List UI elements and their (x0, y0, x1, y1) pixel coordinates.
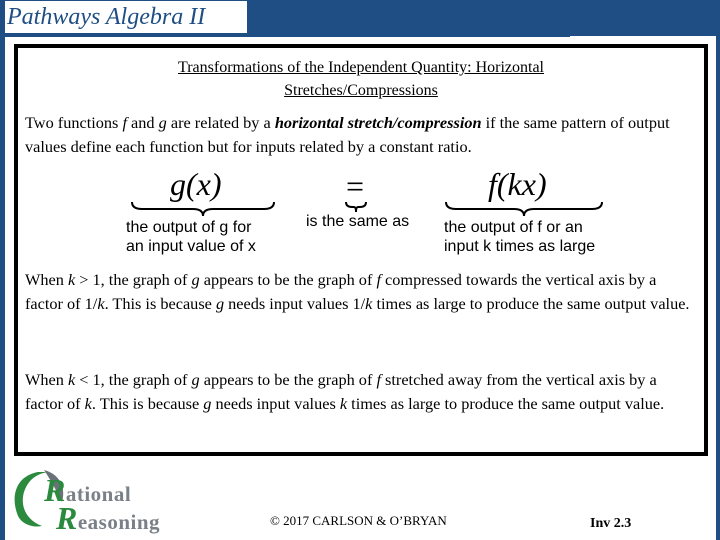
defined-term: horizontal stretch/compression (274, 113, 482, 132)
var-g: g (158, 113, 167, 132)
var-f: f (376, 370, 381, 389)
text-run: Two functions (25, 113, 123, 132)
text-run: < 1, the graph of (75, 370, 192, 389)
right-border-stripe (716, 36, 720, 540)
formula-graphic (18, 166, 704, 266)
text-run: compressed towards the vertical axis by a factor of 1/ (25, 270, 657, 313)
text-run: are related by a (166, 113, 275, 132)
investigation-number: Inv 2.3 (590, 516, 632, 531)
definition-paragraph (25, 111, 697, 159)
text-run: stretched away from the vertical axis by a factor of (25, 370, 657, 413)
left-caption-line1: the output of g for (126, 219, 252, 236)
var-k: k (67, 270, 76, 289)
text-run: . This is because (91, 394, 204, 413)
stretch-paragraph (25, 368, 697, 416)
rational-reasoning-logo (8, 464, 176, 534)
section-title-line2: Stretches/Compressions (284, 82, 438, 99)
logo-rest: ational (65, 482, 132, 506)
page-number: 97 (690, 516, 704, 531)
text-run: times as large to produce the same output value. (372, 294, 690, 313)
text-run: if the same pattern of output values define each function but for inputs related by a constant ratio. (25, 113, 670, 156)
formula-f-of-kx: f(kx) (488, 166, 547, 202)
var-k: k (84, 394, 92, 413)
content-box (14, 44, 708, 456)
var-f: f (122, 113, 127, 132)
compression-paragraph (25, 268, 697, 316)
text-run: appears to be the graph of (199, 270, 377, 289)
text-run: appears to be the graph of (199, 370, 377, 389)
formula-g-of-x: g(x) (170, 166, 222, 202)
var-k: k (365, 294, 373, 313)
middle-caption: is the same as (306, 213, 410, 230)
logo-line-reasoning (56, 500, 160, 537)
text-run: needs input values 1/ (224, 294, 366, 313)
right-caption-line1: the output of f or an (444, 219, 583, 236)
var-k: k (67, 370, 76, 389)
logo-cap-r: R (44, 472, 66, 508)
var-g: g (191, 270, 200, 289)
header-underline (5, 34, 570, 37)
var-k: k (339, 394, 348, 413)
logo-rest: easoning (77, 510, 161, 534)
text-run: . This is because (104, 294, 216, 313)
text-run: times as large to produce the same output value. (347, 394, 665, 413)
left-brace (130, 200, 276, 218)
text-run: > 1, the graph of (75, 270, 192, 289)
text-run: needs input values (211, 394, 340, 413)
left-caption-line2: an input value of x (126, 238, 256, 255)
text-run: and (126, 113, 159, 132)
text-run: When (25, 370, 68, 389)
copyright-notice: © 2017 CARLSON & O’BRYAN (270, 513, 447, 528)
course-title: Pathways Algebra II (5, 1, 247, 33)
logo-cap-r: R (56, 500, 78, 536)
text-run: When (25, 270, 68, 289)
var-k: k (97, 294, 105, 313)
var-g: g (203, 394, 212, 413)
section-title-line1: Transformations of the Independent Quantity: Horizontal (178, 59, 544, 76)
left-border-stripe (0, 36, 5, 540)
var-f: f (376, 270, 381, 289)
right-caption-line2: input k times as large (444, 238, 596, 255)
right-brace (444, 200, 604, 218)
var-g: g (215, 294, 225, 313)
var-g: g (191, 370, 200, 389)
equals-sign: = (346, 168, 365, 204)
section-title (18, 56, 704, 102)
